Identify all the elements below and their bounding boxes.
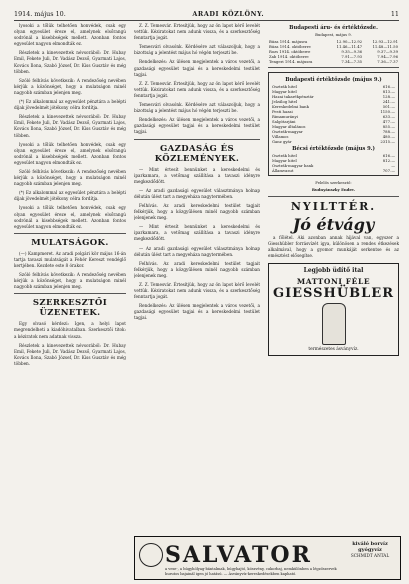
table-cell: 480.— (382, 134, 395, 140)
table-cell: 7.94—7.96 (377, 54, 398, 60)
salvator-side (344, 542, 396, 559)
table-cell: — (391, 163, 395, 169)
paragraph: Szóló felhívás következik: A rendezőség nevében kérjük a közönséget, hogy a mulatságon minél nagyobb számban jelenjen meg. (14, 77, 126, 95)
table-cell: 812.— (382, 158, 395, 164)
salvator-ad (134, 536, 401, 580)
table-cell: Zab 1914. októberre (269, 54, 309, 60)
table-cell: 9.37—9.39 (377, 49, 398, 55)
header-date: 1914. május 10. (14, 10, 66, 18)
table-cell: Magyar általános (272, 124, 306, 130)
stock-box (268, 72, 399, 176)
table-cell: 855.— (382, 124, 395, 130)
ad-tagline: Legjobb üdítő ital (303, 266, 364, 274)
giesshubler-ad (268, 263, 399, 356)
table-cell: 616.— (382, 84, 395, 90)
ad-brand: MATTONI FÉLE (296, 276, 371, 286)
table-cell: 2315.— (380, 139, 395, 145)
salvator-side-1: kiváló borvíz (352, 541, 388, 547)
divider (268, 67, 399, 68)
section-title-kozlemenyek: GAZDASÁG ÉS KÖZLEMÉNYEK. (154, 143, 240, 164)
paragraph: — Mint értesít bennünket a kereskedelmi és iparkamara, a vetőmag szállítása a tavaszi idényre megkezdődött. (134, 224, 260, 242)
salvator-side-3: SCHMIDT ANTAL (350, 553, 390, 559)
ad-headline: Jó étvágy (292, 214, 375, 234)
table-cell: Búza 1914. májusra (269, 39, 308, 45)
divider (268, 196, 399, 197)
table-cell: 1150.— (380, 109, 395, 115)
table-cell: Rozs 1914. októberre (269, 49, 311, 55)
table-cell: Osztrák hitel (272, 84, 297, 90)
paragraph: Részletek a kinevezettek névsorából: Dr. Hubay Emil, Fekete Juli, Dr. Vadász Dezső, Gyarmati Lajos, Kovács Ilona, Szabó József, Dr. Kiss Gusztáv és még többen. (14, 342, 126, 366)
table-cell: 501.— (382, 104, 395, 110)
table-cell: 813.— (382, 89, 395, 95)
table-cell: 707.— (382, 168, 395, 174)
paragraph: Z. Z. Temesvár. Értesítjük, hogy az ön lapot kérő levelét vettük. Kéziratokat nem adunk vissza, és a szerkesztőség fenntartja jogát. (134, 23, 260, 41)
table-cell: 12.90—12.92 (336, 39, 363, 45)
paragraph: Temesvári olvasónk. Kérdésére azt válaszoljuk, hogy a bizottság a jelentést május hó végén terjeszti be. (134, 44, 260, 56)
table-cell: Osztrák-magyar (272, 129, 303, 135)
paragraph: Szóló felhívás következik: A rendezőség nevében kérjük a közönséget, hogy a mulatságon minél nagyobb számban jelenjen meg. (14, 272, 126, 290)
grain-table (268, 39, 399, 64)
divider (14, 233, 126, 234)
paragraph: — Az aradi gazdasági egyesület választmánya holnap délután ülést tart a megyeháza nagytermében. (134, 187, 260, 199)
table-cell: Kereskedelmi bank (272, 104, 309, 110)
divider (14, 293, 126, 294)
paragraph: Felhívás. Az aradi kereskedelmi testület tagjait felkérjük, hogy a közgyűlésen minél nagyobb számban jelenjenek meg. (134, 202, 260, 221)
paragraph: lyosoki a tőlük telhetően honvédek, csak egy olyan egyesület éreze el, amelynek elsőrangú sodrónál a kisebbségek mellett. Azonban fontos egyesület nagyon elmondták ez. (14, 23, 126, 47)
table-cell: Hazai takarékpénztár (272, 94, 314, 100)
paragraph: — Az aradi gazdasági egyesület választmánya holnap délután ülést tart a megyeháza nagytermében. (134, 245, 260, 257)
ad-footnote: természetes ásványvíz. (308, 346, 359, 352)
ad-product-name: GIESSHÜBLER (272, 285, 395, 301)
paragraph: (*) Ez alkalommal az egyesület pénztára a belépti díjak jövedelmét jótékony célra fordítja. (14, 99, 126, 111)
salvator-text: a vese-, a húgyhólyag-bántalmak, húgyhajtó, köszvény, cukorbaj, nemkülönben a légzőszervek hurutos bajainál igen jó hatású. — Ásványvíz-kereskedésekben kapható. (165, 567, 337, 576)
section-title-mulatsagok: MULATSÁGOK. (31, 237, 109, 248)
table-cell: Salgótarjáni (272, 119, 296, 125)
table-cell: 12.93—12.91 (372, 39, 398, 45)
table-cell: 128.— (382, 94, 395, 100)
page-header (14, 8, 399, 21)
divider (134, 139, 260, 140)
exchange-title: Budapesti áru- és értéktőzsde. (289, 25, 378, 31)
exchange-subtitle: Budapest, május 9. (315, 32, 352, 37)
table-row (271, 139, 396, 144)
column-1 (14, 23, 126, 579)
table-row (271, 168, 396, 173)
table-cell: 7.91—7.93 (341, 54, 363, 60)
paragraph: Egy olvasó kérdezi: Igen, a helyi lapot megrendelheti a kiadóhivatalban. Szerkesztői titok: a kéziratok nem adatnak vissza. (14, 321, 126, 339)
table-cell: 7.36—7.37 (377, 59, 398, 65)
table-cell: Ganz gyár (272, 139, 292, 145)
paragraph: Temesvári olvasónk. Kérdésére azt válaszoljuk, hogy a bizottság a jelentést május hó végén terjeszti be. (134, 102, 260, 114)
header-title: ARADI KÖZLÖNY. (192, 10, 265, 18)
stock-table (271, 84, 396, 144)
bottle-icon (322, 303, 346, 345)
table-cell: Pesti hazai (272, 109, 293, 115)
ad-paragraph: a főlétel. Aki azonban annak híjával van, egyszer a Giesshübler forrásvízét igya, különösen a rendes étkezések alkalmával, hogy a gyomor munkáját serkentse és az emésztést elősegítse. (268, 234, 399, 258)
stock-title: Budapesti értéktőzsde (május 9.) (285, 77, 382, 84)
paragraph: Részletek a kinevezettek névsorából: Dr. Hubay Emil, Fekete Juli, Dr. Vadász Dezső, Gyarmati Lajos, Kovács Ilona, Szabó József, Dr. Kiss Gusztáv és még többen. (14, 114, 126, 138)
table-cell: 7.34—7.35 (341, 59, 363, 65)
paragraph: Részletek a kinevezettek névsorából: Dr. Hubay Emil, Fekete Juli, Dr. Vadász Dezső, Gyarmati Lajos, Kovács Ilona, Szabó József, Dr. Kiss Gusztáv és még többen. (14, 50, 126, 74)
paragraph: lyosoki a tőlük telhetően honvédek, csak egy olyan egyesület éreze el, amelynek elsőrangú sodrónál a kisebbségek mellett. Azonban fontos egyesület nagyon elmondták ez. (14, 205, 126, 229)
stock-table-vienna (271, 153, 396, 173)
table-cell: 616.— (382, 153, 395, 159)
table-cell: Osztrák hitel (272, 153, 297, 159)
table-cell: Jelzálog hitel (272, 99, 298, 105)
table-cell: Osztrák-magyar bank (272, 163, 314, 169)
table-cell: 477.— (382, 119, 395, 125)
table-cell: 11.46—11.47 (336, 44, 363, 50)
table-cell: Tengeri 1914. májusra (269, 59, 313, 65)
header-page-number: 11 (390, 10, 399, 18)
table-cell: Búza 1914. októberre (269, 44, 311, 50)
salvator-logo-icon (139, 543, 163, 567)
table-cell: 788.— (382, 129, 395, 135)
salvator-name: SALVATOR (165, 542, 312, 568)
editor-label: Felelős szerkesztő: (315, 180, 352, 186)
paragraph: (*) Ez alkalommal az egyesület pénztára a belépti díjak jövedelmét jótékony célra fordítja. (14, 190, 126, 202)
table-cell: Államvasut (272, 168, 294, 174)
table-cell: 633.— (382, 114, 395, 120)
table-row (268, 59, 399, 64)
paragraph: Szóló felhívás következik: A rendezőség nevében kérjük a közönséget, hogy a mulatságon minél nagyobb számban jelenjen meg. (14, 168, 126, 187)
paragraph: Felhívás. Az aradi kereskedelmi testület tagjait felkérjük, hogy a közgyűlésen minél nagyobb számban jelenjenek meg. (134, 260, 260, 278)
table-cell: Rimamurányi (272, 114, 298, 120)
paragraph: Rendelkezés: Az ülésen megjelentek a város vezetői, a gazdasági egyesület tagjai és a kereskedelmi testület tagjai. (134, 59, 260, 77)
column-3 (268, 23, 399, 579)
paragraph: — Mint értesít bennünket a kereskedelmi és iparkamara, a vetőmag szállítása a tavaszi idényre megkezdődött. (134, 166, 260, 184)
stock-title-vienna: Bécsi értéktőzsde (május 9.) (292, 146, 375, 153)
table-cell: 11.48—11.50 (372, 44, 398, 50)
table-cell: 241.— (382, 99, 395, 105)
table-cell: 9.35—9.36 (341, 49, 363, 55)
paragraph: Z. Z. Temesvár. Értesítjük, hogy az ön lapot kérő levelét vettük. Kéziratokat nem adunk vissza, és a szerkesztőség fenntartja jogát. (134, 80, 260, 98)
paragraph: lyosoki a tőlük telhetően honvédek, csak egy olyan egyesület éreze el, amelynek elsőrangú sodrónál a kisebbségek mellett. Azonban fontos egyesület nagyon elmondták ez. (14, 141, 126, 165)
table-cell: Magyar hitel (272, 89, 297, 95)
table-cell: Villamos (272, 134, 289, 140)
paragraph: Rendelkezés: Az ülésen megjelentek a város vezetői, a gazdasági egyesület tagjai és a kereskedelmi testület tagjai. (134, 303, 260, 321)
paragraph: Z. Z. Temesvár. Értesítjük, hogy az ön lapot kérő levelét vettük. Kéziratokat nem adunk vissza, és a szerkesztőség fenntartja jogát. (134, 282, 260, 300)
column-2 (134, 23, 260, 579)
table-cell: Magyar hitel (272, 158, 297, 164)
editor-name: Rudnyánszky Endre. (311, 187, 356, 193)
section-title-nyiltter: NYILTTÉR. (290, 199, 377, 213)
section-title-szerkesztoi: SZERKESZTŐI ÜZENETEK. (32, 298, 108, 319)
salvator-side-2: gyógyvíz (358, 546, 382, 553)
paragraph: Rendelkezés: Az ülésen megjelentek a város vezetői, a gazdasági egyesület tagjai és a kereskedelmi testület tagjai. (134, 117, 260, 135)
paragraph: (—) Kampmeret. Az aradi polgári kör május 16-án tartja tavaszi mulatságát a Fehér Kereszt vendéglő kertjében. Kezdete este 8 órakor. (14, 250, 126, 268)
